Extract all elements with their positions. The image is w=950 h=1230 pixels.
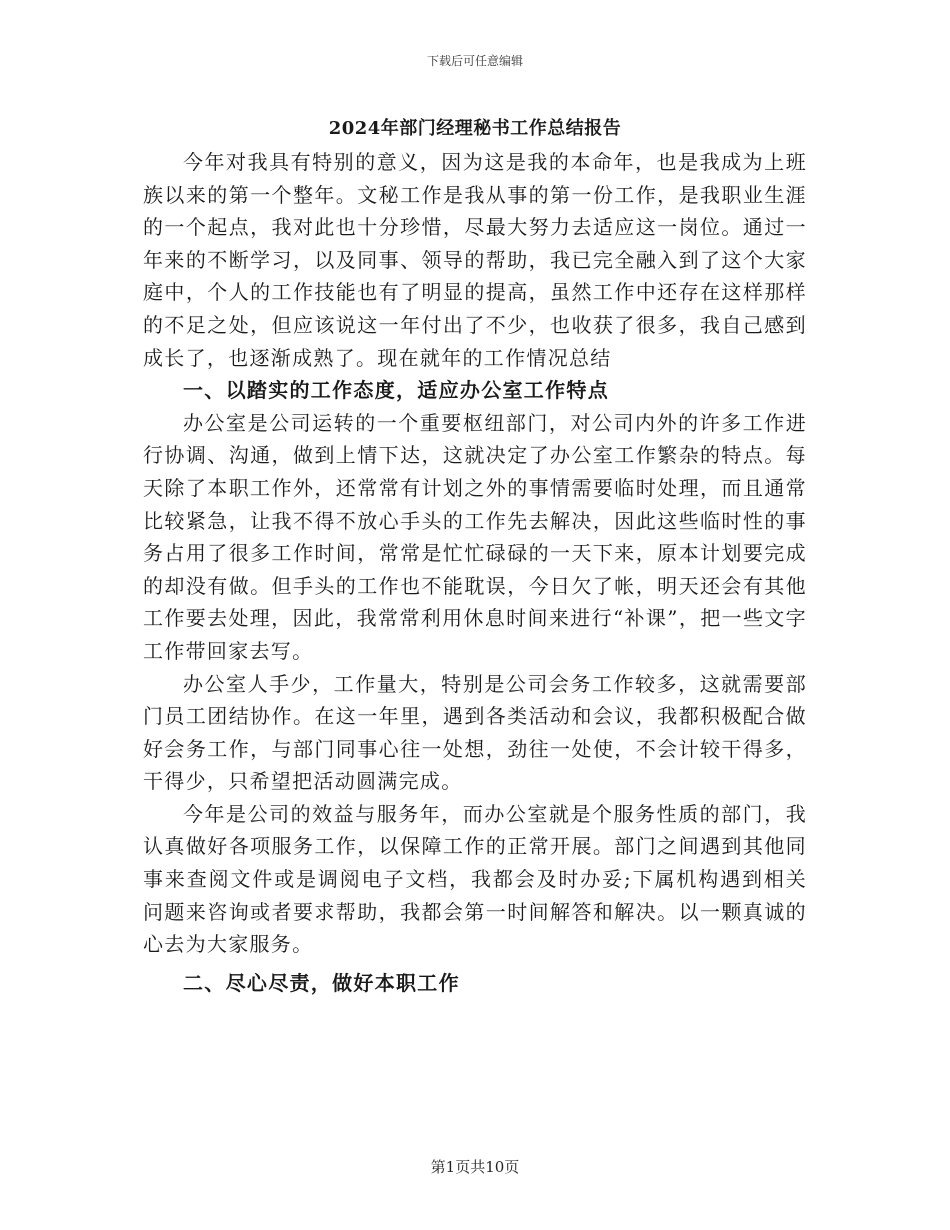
section-heading-1: 一、以踏实的工作态度，适应办公室工作特点 — [183, 378, 609, 403]
page-number: 第1页共10页 — [430, 1158, 520, 1176]
paragraph-teamwork: 办公室人手少，工作量大，特别是公司会务工作较多，这就需要部门员工团结协作。在这一年里，遇到各类活动和会议，我都积极配合做好会务工作，与部门同事心往一处想，劲往一处使，不会计较干得多，干得少，只希望把活动圆满完成。 — [143, 671, 807, 794]
header-note: 下载后可任意编辑 — [426, 54, 523, 68]
document-body — [143, 146, 807, 999]
paragraph-office-role: 办公室是公司运转的一个重要枢纽部门，对公司内外的许多工作进行协调、沟通，做到上情下达，这就决定了办公室工作繁杂的特点。每天除了本职工作外，还常常有计划之外的事情需要临时处理，而且通常比较紧急，让我不得不放心手头的工作先去解决，因此这些临时性的事务占用了很多工作时间，常常是忙忙碌碌的一天下来，原本计划要完成的却没有做。但手头的工作也不能耽误，今日欠了帐，明天还会有其他工作要去处理，因此，我常常利用休息时间来进行“补课”，把一些文字工作带回家去写。 — [143, 410, 807, 663]
section-heading-2: 二、尽心尽责，做好本职工作 — [183, 970, 460, 995]
paragraph-intro: 今年对我具有特别的意义，因为这是我的本命年，也是我成为上班族以来的第一个整年。文秘工作是我从事的第一份工作，是我职业生涯的一个起点，我对此也十分珍惜，尽最大努力去适应这一岗位。通过一年来的不断学习，以及同事、领导的帮助，我已完全融入到了这个大家庭中，个人的工作技能也有了明显的提高，虽然工作中还存在这样那样的不足之处，但应该说这一年付出了不少，也收获了很多，我自己感到成长了，也逐渐成熟了。现在就年的工作情况总结 — [143, 150, 807, 370]
document-title: 2024年部门经理秘书工作总结报告 — [328, 118, 622, 139]
paragraph-service: 今年是公司的效益与服务年，而办公室就是个服务性质的部门，我认真做好各项服务工作，以保障工作的正常开展。部门之间遇到其他同事来查阅文件或是调阅电子文档，我都会及时办妥;下属机构遇到相关问题来咨询或者要求帮助，我都会第一时间解答和解决。以一颗真诚的心去为大家服务。 — [143, 801, 807, 957]
